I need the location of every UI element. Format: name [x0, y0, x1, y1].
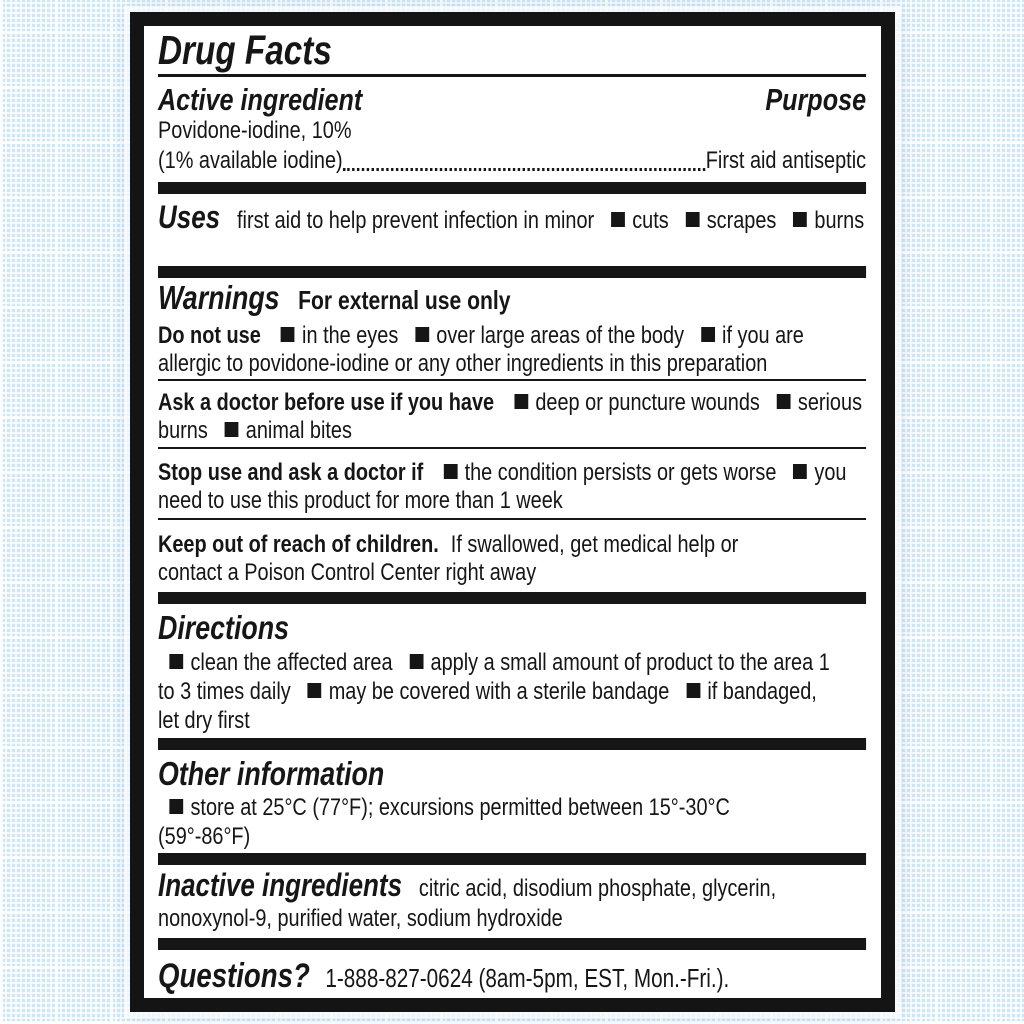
purpose-heading: Purpose	[765, 82, 867, 117]
bullet-text: serious burns	[158, 389, 863, 444]
ask-doctor-lead: Ask a doctor before use if you have	[158, 389, 495, 416]
inactive-ingredients-section	[158, 867, 866, 934]
bullet-item	[503, 389, 760, 416]
keep-out-lead: Keep out of reach of children.	[158, 531, 439, 558]
section-bar	[158, 592, 866, 604]
uses-intro: first aid to help prevent infection in minor	[237, 207, 595, 234]
warnings-heading: Warnings	[158, 279, 280, 316]
ingredient-purpose-row	[158, 146, 866, 176]
bullet-item	[213, 417, 352, 444]
bullet-text: burns	[814, 207, 865, 234]
questions-phone: 1-888-827-0624 (8am-5pm, EST, Mon.-Fri.).	[325, 965, 730, 993]
bullet-text: if you are allergic to povidone-iodine or any other ingredients in this preparation	[158, 322, 804, 377]
stop-use-paragraph	[158, 459, 866, 515]
bullet-square-icon	[793, 212, 807, 227]
bullet-text: if bandaged, let dry first	[158, 678, 817, 734]
directions-bullets	[158, 648, 832, 735]
section-bar	[158, 853, 866, 865]
other-information-bullets	[158, 793, 808, 851]
section-bar	[158, 266, 866, 278]
label-content	[158, 26, 866, 998]
keep-out-paragraph	[158, 531, 808, 587]
active-ingredient-body	[158, 116, 866, 176]
ingredient-strength: (1% available iodine)	[158, 147, 343, 174]
sub-divider	[158, 518, 866, 520]
bullet-square-icon	[225, 422, 239, 437]
bullet-square-icon	[611, 212, 625, 227]
questions-heading: Questions?	[158, 957, 310, 995]
section-bar	[158, 182, 866, 194]
bullet-square-icon	[793, 464, 807, 479]
inactive-ingredients-heading: Inactive ingredients	[158, 867, 403, 903]
title-divider	[158, 74, 866, 77]
uses-section	[158, 199, 866, 236]
active-ingredient-heading: Active ingredient	[158, 82, 363, 117]
sub-divider	[158, 447, 866, 449]
bullet-square-icon	[514, 394, 528, 409]
bullet-item	[782, 207, 864, 234]
bullet-square-icon	[169, 799, 183, 814]
section-bar	[158, 938, 866, 950]
drug-facts-title: Drug Facts	[158, 27, 332, 73]
bullet-text: animal bites	[245, 417, 352, 444]
bullet-square-icon	[686, 212, 700, 227]
active-ingredient-header-row	[158, 82, 866, 118]
uses-heading: Uses	[158, 199, 221, 235]
bullet-item	[674, 207, 776, 234]
bullet-text: store at 25°C (77°F); excursions permitted between 15°-30°C (59°-86°F)	[158, 794, 730, 850]
inactive-ingredients-text: citric acid, disodium phosphate, glycerin, nonoxynol-9, purified water, sodium hydroxide	[158, 875, 777, 932]
bullet-item	[296, 678, 669, 705]
bullet-text: cuts	[632, 207, 669, 234]
bullet-item	[158, 649, 393, 676]
sub-divider	[158, 379, 866, 381]
stop-use-lead: Stop use and ask a doctor if	[158, 459, 424, 486]
do-not-use-paragraph	[158, 322, 866, 378]
bullet-square-icon	[443, 464, 457, 479]
bullet-square-icon	[415, 327, 429, 342]
ingredient-name: Povidone-iodine, 10%	[158, 117, 352, 144]
bullet-text: in the eyes	[302, 322, 399, 349]
purpose-value: First aid antiseptic	[705, 147, 867, 174]
bullet-item	[158, 794, 730, 850]
bullet-text: apply a small amount of product to the area 1 to 3 times daily	[158, 649, 830, 705]
do-not-use-lead: Do not use	[158, 322, 261, 349]
directions-heading: Directions	[158, 609, 290, 646]
bullet-square-icon	[409, 654, 423, 669]
bullet-item	[600, 207, 669, 234]
bullet-square-icon	[701, 327, 715, 342]
bullet-square-icon	[281, 327, 295, 342]
bullet-text: may be covered with a sterile bandage	[328, 678, 670, 705]
ask-doctor-paragraph	[158, 389, 866, 445]
bullet-text: over large areas of the body	[436, 322, 685, 349]
bullet-item	[270, 322, 399, 349]
bullet-text: deep or puncture wounds	[535, 389, 760, 416]
external-use-note: For external use only	[298, 285, 511, 315]
uses-bullets	[600, 207, 864, 234]
bullet-square-icon	[777, 394, 791, 409]
dotted-leader	[344, 168, 705, 171]
bullet-text: you need to use this product for more than 1 week	[158, 459, 847, 514]
bullet-text: scrapes	[706, 207, 777, 234]
warnings-heading-row	[158, 280, 866, 316]
bullet-square-icon	[308, 683, 322, 698]
drug-facts-label	[130, 12, 895, 1012]
bullet-item	[404, 322, 684, 349]
bullet-text: the condition persists or gets worse	[464, 459, 777, 486]
bullet-text: clean the affected area	[190, 649, 393, 676]
bullet-item	[432, 459, 776, 486]
section-bar	[158, 738, 866, 750]
keep-out-text: If swallowed, get medical help or contact a Poison Control Center right away	[158, 531, 739, 586]
questions-section	[158, 956, 866, 999]
bullet-square-icon	[169, 654, 183, 669]
other-information-heading: Other information	[158, 755, 385, 792]
bullet-square-icon	[686, 683, 700, 698]
